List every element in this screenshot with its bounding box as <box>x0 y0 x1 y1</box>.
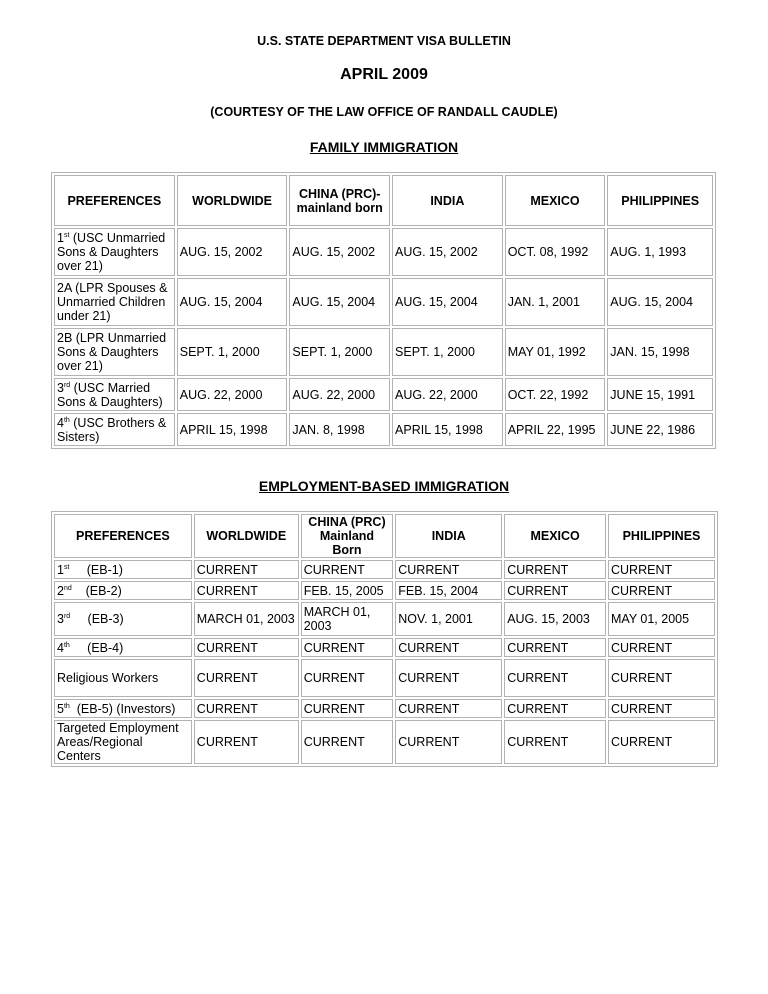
employment-col-mexico: MEXICO <box>504 514 606 558</box>
employment-date-cell: CURRENT <box>194 659 299 697</box>
family-date-cell: APRIL 22, 1995 <box>505 413 606 446</box>
employment-date-cell: CURRENT <box>301 638 394 657</box>
employment-date-cell: CURRENT <box>301 659 394 697</box>
family-date-cell: MAY 01, 1992 <box>505 328 606 376</box>
employment-date-cell: CURRENT <box>504 720 606 764</box>
family-col-preferences: PREFERENCES <box>54 175 175 226</box>
family-table <box>51 172 716 449</box>
employment-col-philippines: PHILIPPINES <box>608 514 715 558</box>
preference-label: 1 <box>57 231 64 245</box>
preference-label: Targeted Employment Areas/Regional Centers <box>57 721 182 763</box>
employment-row <box>54 659 715 697</box>
employment-preference-cell <box>54 659 192 697</box>
employment-date-cell: CURRENT <box>608 720 715 764</box>
employment-date-cell: FEB. 15, 2005 <box>301 581 394 600</box>
employment-date-cell: CURRENT <box>395 659 502 697</box>
employment-date-cell: CURRENT <box>504 699 606 718</box>
family-date-cell: JAN. 8, 1998 <box>289 413 390 446</box>
preference-description: (EB-5) (Investors) <box>69 701 176 716</box>
preference-label: 3 <box>57 612 64 626</box>
employment-col-worldwide: WORLDWIDE <box>194 514 299 558</box>
family-date-cell: JUNE 15, 1991 <box>607 378 713 411</box>
ordinal-suffix: th <box>63 702 70 710</box>
employment-row <box>54 699 715 718</box>
employment-date-cell: CURRENT <box>301 699 394 718</box>
ordinal-suffix: rd <box>63 613 71 620</box>
ordinal-suffix: st <box>63 232 70 239</box>
family-date-cell: SEPT. 1, 2000 <box>392 328 503 376</box>
preference-description: (EB-3) <box>70 612 124 626</box>
employment-row <box>54 560 715 579</box>
family-row <box>54 413 713 446</box>
employment-row <box>54 581 715 600</box>
preference-description: (USC Married Sons & Daughters) <box>57 380 163 409</box>
preference-description: (EB-4) <box>69 640 124 655</box>
family-date-cell: JAN. 15, 1998 <box>607 328 713 376</box>
preference-label: 4 <box>57 415 64 430</box>
employment-col-preferences: PREFERENCES <box>54 514 192 558</box>
employment-row <box>54 638 715 657</box>
preference-label: 2B (LPR Unmarried Sons & Daughters over 21) <box>57 331 170 373</box>
family-date-cell: SEPT. 1, 2000 <box>289 328 390 376</box>
employment-preference-cell <box>54 720 192 764</box>
employment-date-cell: CURRENT <box>608 560 715 579</box>
family-date-cell: JUNE 22, 1986 <box>607 413 713 446</box>
employment-date-cell: CURRENT <box>194 699 299 718</box>
employment-date-cell: CURRENT <box>608 638 715 657</box>
family-preference-cell <box>54 228 175 276</box>
ordinal-suffix: nd <box>63 584 72 592</box>
family-col-philippines: PHILIPPINES <box>607 175 713 226</box>
preference-label: 2 <box>57 583 64 598</box>
employment-date-cell: NOV. 1, 2001 <box>395 602 502 636</box>
family-preference-cell <box>54 328 175 376</box>
preference-label: 3 <box>57 380 64 395</box>
employment-date-cell: CURRENT <box>608 581 715 600</box>
family-date-cell: OCT. 22, 1992 <box>505 378 606 411</box>
family-date-cell: SEPT. 1, 2000 <box>177 328 288 376</box>
preference-label: Religious Workers <box>57 671 159 685</box>
family-date-cell: AUG. 15, 2004 <box>607 278 713 326</box>
preference-label: 2A (LPR Spouses & Unmarried Children under 21) <box>57 281 171 323</box>
family-date-cell: AUG. 15, 2004 <box>289 278 390 326</box>
family-date-cell: AUG. 15, 2002 <box>289 228 390 276</box>
preference-label: 4 <box>57 640 64 655</box>
preference-label: 5 <box>57 701 64 716</box>
employment-date-cell: CURRENT <box>194 638 299 657</box>
employment-header-row <box>54 514 715 558</box>
employment-date-cell: CURRENT <box>608 699 715 718</box>
employment-preference-cell <box>54 699 192 718</box>
family-col-india: INDIA <box>392 175 503 226</box>
employment-table <box>51 511 718 767</box>
employment-table-body <box>54 560 715 764</box>
family-date-cell: AUG. 22, 2000 <box>289 378 390 411</box>
employment-date-cell: MAY 01, 2005 <box>608 602 715 636</box>
family-row <box>54 278 713 326</box>
family-row <box>54 378 713 411</box>
employment-date-cell: CURRENT <box>301 720 394 764</box>
preference-label: 1 <box>57 562 64 577</box>
employment-col-india: INDIA <box>395 514 502 558</box>
ordinal-suffix: st <box>63 563 70 571</box>
ordinal-suffix: rd <box>63 381 71 389</box>
employment-date-cell: CURRENT <box>395 720 502 764</box>
family-date-cell: AUG. 22, 2000 <box>177 378 288 411</box>
bulletin-title: U.S. STATE DEPARTMENT VISA BULLETIN <box>257 34 511 48</box>
employment-preference-cell <box>54 638 192 657</box>
employment-date-cell: CURRENT <box>194 560 299 579</box>
preference-description: (EB-2) <box>71 583 122 598</box>
employment-date-cell: AUG. 15, 2003 <box>504 602 606 636</box>
family-date-cell: APRIL 15, 1998 <box>177 413 288 446</box>
employment-date-cell: CURRENT <box>504 638 606 657</box>
employment-date-cell: CURRENT <box>504 659 606 697</box>
family-date-cell: AUG. 1, 1993 <box>607 228 713 276</box>
employment-date-cell: CURRENT <box>301 560 394 579</box>
ordinal-suffix: th <box>63 416 70 424</box>
employment-date-cell: CURRENT <box>194 581 299 600</box>
employment-col-china: CHINA (PRC) Mainland Born <box>301 514 394 558</box>
family-date-cell: JAN. 1, 2001 <box>505 278 606 326</box>
family-date-cell: AUG. 15, 2004 <box>392 278 503 326</box>
family-row <box>54 228 713 276</box>
family-col-worldwide: WORLDWIDE <box>177 175 288 226</box>
employment-heading: EMPLOYMENT-BASED IMMIGRATION <box>258 478 510 494</box>
preference-description: (USC Brothers & Sisters) <box>57 415 170 444</box>
employment-date-cell: CURRENT <box>395 638 502 657</box>
family-date-cell: OCT. 08, 1992 <box>505 228 606 276</box>
employment-date-cell: CURRENT <box>504 560 606 579</box>
bulletin-date: APRIL 2009 <box>340 66 428 83</box>
employment-date-cell: CURRENT <box>395 699 502 718</box>
preference-description: (EB-1) <box>69 562 123 577</box>
family-date-cell: AUG. 15, 2002 <box>392 228 503 276</box>
employment-date-cell: MARCH 01, 2003 <box>301 602 394 636</box>
preference-description: (USC Unmarried Sons & Daughters over 21) <box>57 231 169 273</box>
employment-date-cell: CURRENT <box>608 659 715 697</box>
family-table-body <box>54 228 713 446</box>
family-preference-cell <box>54 378 175 411</box>
family-header-row <box>54 175 713 226</box>
employment-date-cell: CURRENT <box>395 560 502 579</box>
employment-row <box>54 602 715 636</box>
employment-row <box>54 720 715 764</box>
courtesy-line: (COURTESY OF THE LAW OFFICE OF RANDALL CAUDLE) <box>210 105 558 119</box>
family-date-cell: APRIL 15, 1998 <box>392 413 503 446</box>
employment-preference-cell <box>54 602 192 636</box>
family-preference-cell <box>54 413 175 446</box>
family-col-china: CHINA (PRC)-mainland born <box>289 175 390 226</box>
employment-date-cell: MARCH 01, 2003 <box>194 602 299 636</box>
family-date-cell: AUG. 15, 2002 <box>177 228 288 276</box>
family-date-cell: AUG. 15, 2004 <box>177 278 288 326</box>
family-row <box>54 328 713 376</box>
family-col-mexico: MEXICO <box>505 175 606 226</box>
employment-preference-cell <box>54 581 192 600</box>
employment-date-cell: FEB. 15, 2004 <box>395 581 502 600</box>
family-preference-cell <box>54 278 175 326</box>
employment-date-cell: CURRENT <box>504 581 606 600</box>
family-date-cell: AUG. 22, 2000 <box>392 378 503 411</box>
ordinal-suffix: th <box>63 641 70 649</box>
employment-date-cell: CURRENT <box>194 720 299 764</box>
employment-preference-cell <box>54 560 192 579</box>
family-heading: FAMILY IMMIGRATION <box>309 139 459 155</box>
